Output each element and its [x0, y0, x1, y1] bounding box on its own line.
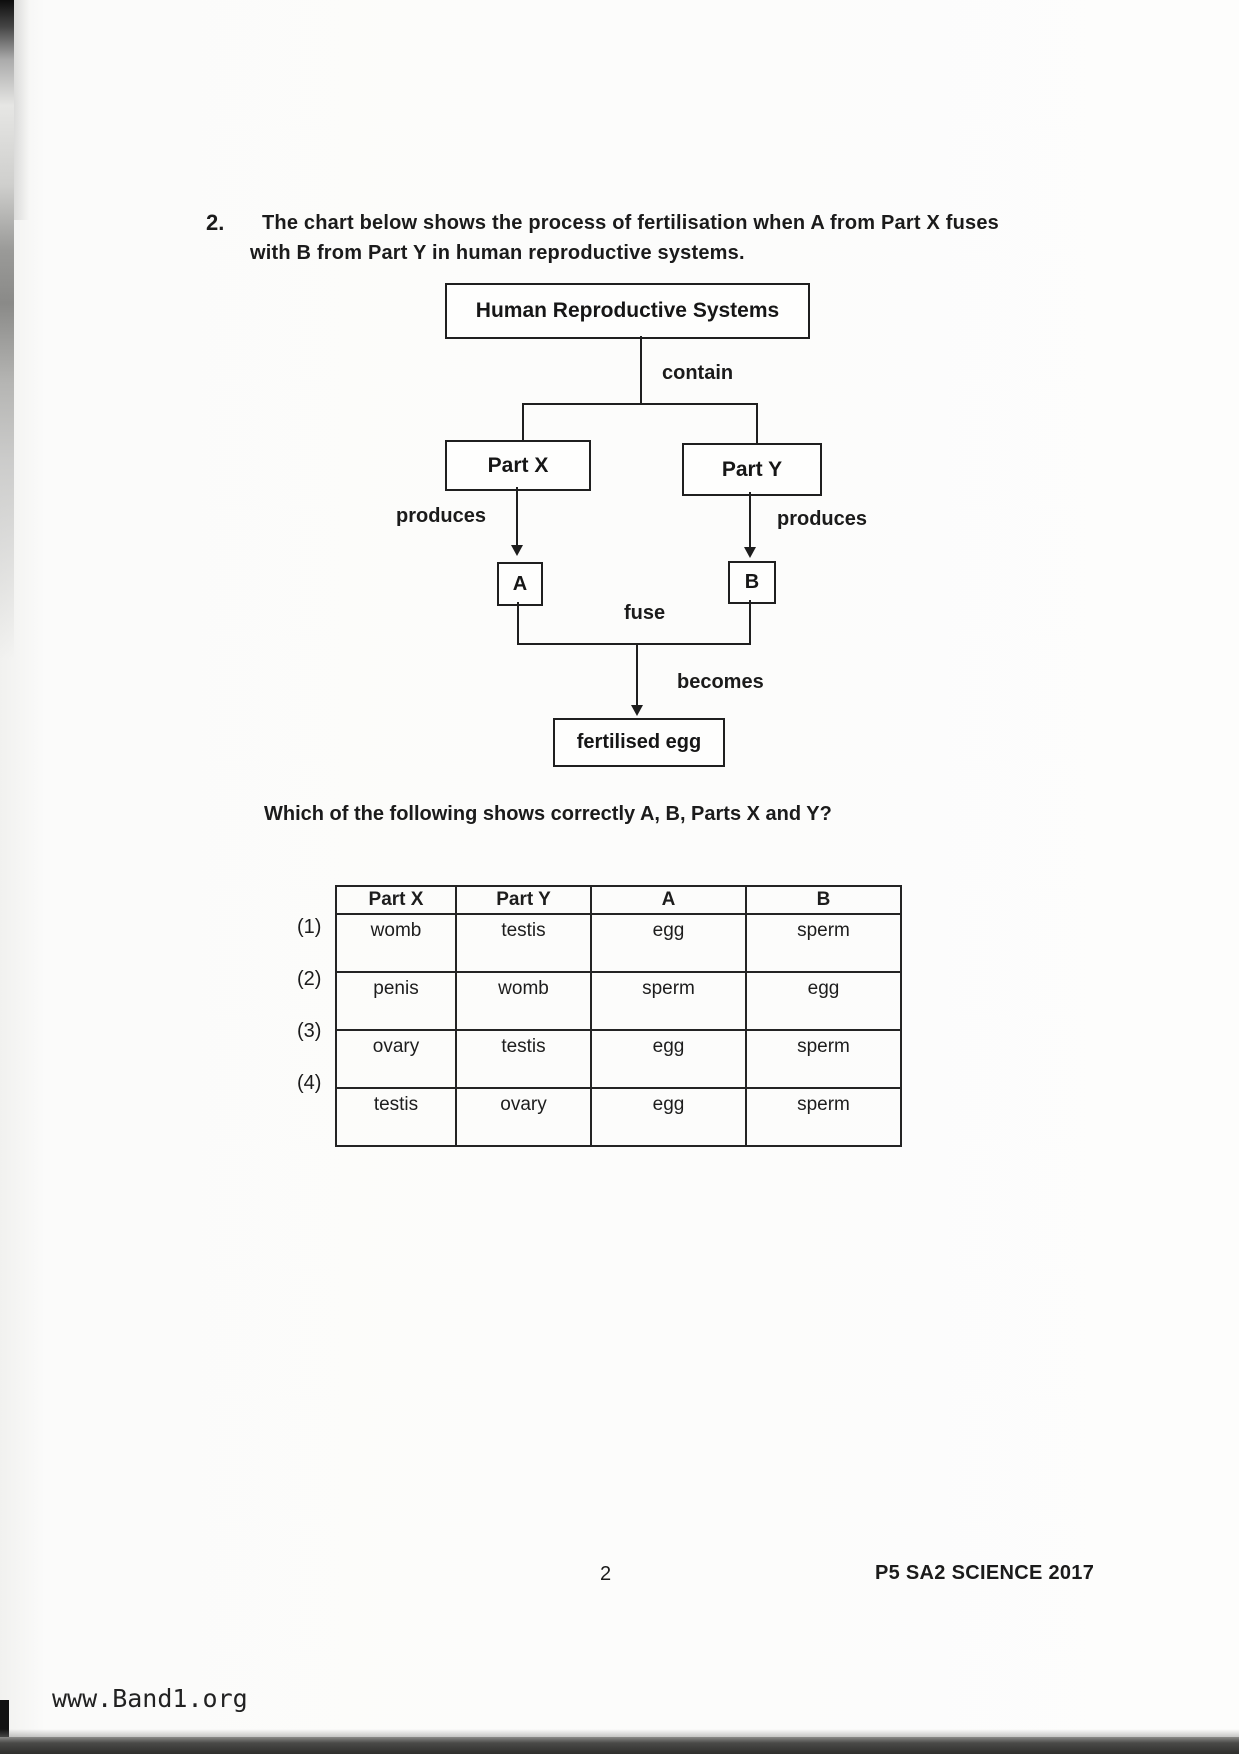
- table-cell: sperm: [746, 1088, 901, 1146]
- connector-root-stem: [640, 336, 642, 404]
- table-header-row: [336, 886, 901, 914]
- table-cell: egg: [591, 1030, 746, 1088]
- col-header-part-y: Part Y: [456, 886, 591, 914]
- flowchart-label-produces-right: produces: [777, 508, 868, 530]
- table-cell: sperm: [591, 972, 746, 1030]
- flowchart-box-root: Human Reproductive Systems: [445, 283, 810, 339]
- arrow-part-x-to-a-line: [516, 487, 518, 545]
- flowchart-box-a: A: [497, 562, 543, 606]
- flowchart-label-produces-left: produces: [396, 505, 487, 527]
- connector-a-drop: [517, 602, 519, 644]
- option-label-1: (1): [297, 916, 322, 938]
- options-table: [335, 885, 902, 1147]
- table-cell: sperm: [746, 914, 901, 972]
- flowchart-box-b: B: [728, 561, 776, 604]
- flowchart-box-part-x: Part X: [445, 440, 591, 491]
- connector-fuse-horizontal: [517, 643, 751, 645]
- table-row: [336, 972, 901, 1030]
- watermark-url: www.Band1.org: [52, 1684, 248, 1713]
- col-header-a: A: [591, 886, 746, 914]
- sub-question: Which of the following shows correctly A, B, Parts X and Y?: [264, 803, 832, 825]
- option-label-4: (4): [297, 1072, 322, 1094]
- table-row: [336, 1030, 901, 1088]
- table-cell: egg: [591, 1088, 746, 1146]
- option-label-3: (3): [297, 1020, 322, 1042]
- arrow-down-icon: [744, 547, 756, 558]
- col-header-part-x: Part X: [336, 886, 456, 914]
- table-cell: egg: [746, 972, 901, 1030]
- table-cell: womb: [336, 914, 456, 972]
- table-cell: sperm: [746, 1030, 901, 1088]
- table-cell: egg: [591, 914, 746, 972]
- flowchart-label-becomes: becomes: [677, 671, 764, 693]
- flowchart-label-fuse: fuse: [624, 602, 666, 624]
- connector-branch-right-drop: [756, 403, 758, 443]
- arrow-part-y-to-b-line: [749, 492, 751, 547]
- arrow-down-icon: [631, 705, 643, 716]
- flowchart-label-contain: contain: [662, 362, 734, 384]
- question-text-line1: The chart below shows the process of fertilisation when A from Part X fuses: [262, 212, 999, 234]
- arrow-down-icon: [511, 545, 523, 556]
- flowchart-box-part-y: Part Y: [682, 443, 822, 496]
- table-cell: ovary: [456, 1088, 591, 1146]
- footer-page-number: 2: [600, 1563, 612, 1585]
- table-cell: womb: [456, 972, 591, 1030]
- table-cell: testis: [336, 1088, 456, 1146]
- arrow-fuse-to-result-line: [636, 645, 638, 705]
- table-cell: testis: [456, 914, 591, 972]
- flowchart-box-result: fertilised egg: [553, 718, 725, 767]
- col-header-b: B: [746, 886, 901, 914]
- table-row: [336, 914, 901, 972]
- question-number: 2.: [206, 210, 225, 235]
- table-cell: ovary: [336, 1030, 456, 1088]
- question-text-line2: with B from Part Y in human reproductive systems.: [250, 242, 745, 264]
- option-label-2: (2): [297, 968, 322, 990]
- connector-branch-left-drop: [522, 403, 524, 440]
- connector-b-drop: [749, 600, 751, 644]
- table-row: [336, 1088, 901, 1146]
- table-cell: penis: [336, 972, 456, 1030]
- footer-doc-ref: P5 SA2 SCIENCE 2017: [875, 1562, 1095, 1584]
- table-cell: testis: [456, 1030, 591, 1088]
- connector-branch-horizontal: [522, 403, 758, 405]
